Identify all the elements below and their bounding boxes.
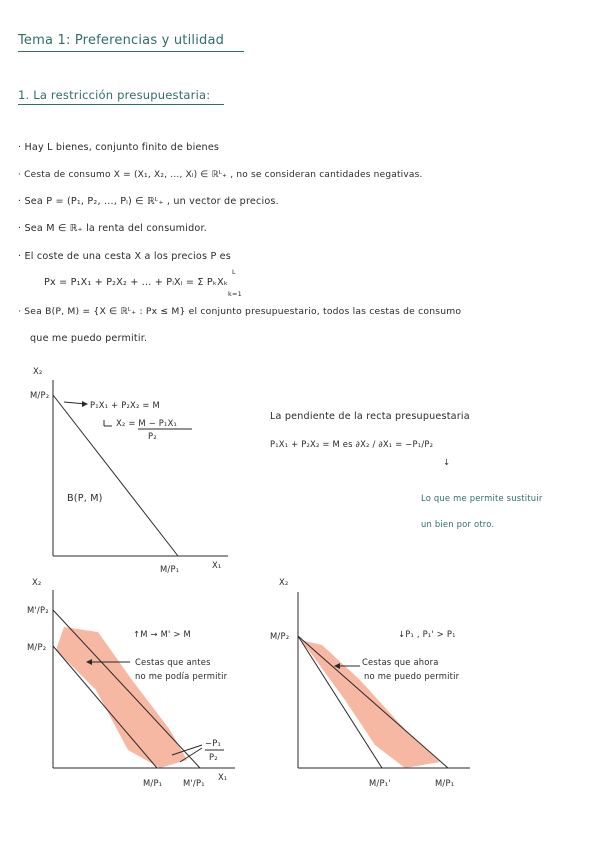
graph3-y-int: M/P₂ bbox=[270, 631, 290, 641]
slope-arrow: ↓ bbox=[443, 457, 451, 467]
graph1-solved-den: P₂ bbox=[148, 431, 157, 441]
bullet-cost: · El coste de una cesta X a los precios P es bbox=[18, 251, 231, 262]
slope-meaning-1: Lo que me permite sustituir bbox=[421, 493, 543, 503]
bullet-prices: · Sea P = (P₁, P₂, ..., Pₗ) ∈ ℝᴸ₊ , un vector de precios. bbox=[18, 196, 279, 207]
graph1-y-axis-label: X₂ bbox=[33, 366, 43, 376]
bullet-goods: · Hay L bienes, conjunto finito de bienes bbox=[18, 142, 220, 153]
slope-meaning-2: un bien por otro. bbox=[421, 519, 495, 529]
bullet-income: · Sea M ∈ ℝ₊ la renta del consumidor. bbox=[18, 223, 207, 234]
section-title: 1. La restricción presupuestaria: bbox=[18, 88, 211, 102]
graph2-x-axis-label: X₁ bbox=[218, 772, 228, 782]
graph2-x-hi: M'/P₁ bbox=[183, 778, 205, 788]
slope-formula: P₁X₁ + P₂X₂ = M es ∂X₂ / ∂X₁ = −P₁/P₂ bbox=[270, 439, 434, 449]
sum-upper-limit: L bbox=[232, 268, 236, 276]
bullet-budget-set: · Sea B(P, M) = {X ∈ ℝᴸ₊ : Px ≤ M} el conjunto presupuestario, todos las cestas de consumo bbox=[18, 306, 462, 317]
graph3-label-2: no me puedo permitir bbox=[364, 671, 460, 681]
graph2-y-lo: M/P₂ bbox=[27, 642, 47, 652]
slope-title: La pendiente de la recta presupuestaria bbox=[270, 411, 470, 422]
graph1-y-intercept: M/P₂ bbox=[30, 390, 50, 400]
graph1-arrow-head bbox=[82, 401, 88, 407]
graph3-x-lo: M/P₁' bbox=[369, 778, 391, 788]
page-title: Tema 1: Preferencias y utilidad bbox=[18, 33, 225, 48]
graph3-x-hi: M/P₁ bbox=[435, 778, 455, 788]
graph3-y-axis-label: X₂ bbox=[279, 577, 289, 587]
graph2-y-axis-label: X₂ bbox=[32, 577, 42, 587]
graph3-label-1: Cestas que ahora bbox=[362, 657, 439, 667]
graph2-x-lo: M/P₁ bbox=[143, 778, 163, 788]
graph2-label-1: Cestas que antes bbox=[135, 657, 211, 667]
sum-lower-limit: k=1 bbox=[228, 290, 242, 298]
graph2-label-2: no me podía permitir bbox=[135, 671, 228, 681]
graph2-highlight bbox=[56, 627, 187, 768]
bullet-budget-set-cont: que me puedo permitir. bbox=[30, 333, 148, 344]
graph3-new-budget-line bbox=[298, 636, 448, 768]
bullet-bundle: · Cesta de consumo X = (X₁, X₂, ..., Xₗ) ∈ ℝᴸ₊ , no se consideran cantidades negativas. bbox=[18, 170, 423, 180]
graph2-slope-den: P₂ bbox=[209, 752, 218, 762]
graph1-equation: P₁X₁ + P₂X₂ = M bbox=[90, 400, 160, 410]
graph1-solved: X₂ = M − P₁X₁ bbox=[116, 418, 178, 428]
graph2-y-hi: M'/P₂ bbox=[27, 605, 49, 615]
cost-formula: Px = P₁X₁ + P₂X₂ + ... + PₗXₗ = Σ PₖXₖ bbox=[44, 277, 229, 288]
graph2-change: ↑M → M' > M bbox=[133, 629, 191, 639]
graph1-x-axis-label: X₁ bbox=[212, 560, 222, 570]
graph2-slope-num: −P₁ bbox=[205, 738, 222, 748]
graph1-x-intercept: M/P₁ bbox=[160, 564, 180, 574]
graph1-region-label: B(P, M) bbox=[67, 493, 103, 504]
graph3-change: ↓P₁ , P₁' > P₁ bbox=[398, 629, 456, 639]
